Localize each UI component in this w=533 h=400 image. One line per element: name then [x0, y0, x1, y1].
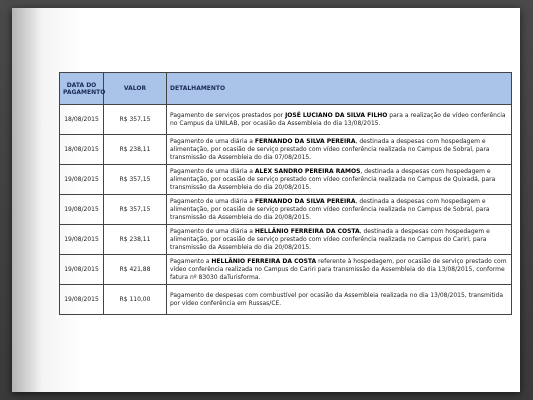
- detail-person-name: ALEX SANDRO PEREIRA RAMOS: [254, 167, 361, 175]
- payment-date: 19/08/2015: [60, 255, 104, 285]
- detail-text-pre: Pagamento de serviços prestados por: [170, 111, 286, 119]
- detail-text-pre: Pagamento de uma diária a: [170, 197, 255, 205]
- payment-detail: [167, 135, 512, 165]
- payment-value: R$ 357,15: [104, 165, 167, 195]
- payment-detail: [167, 225, 512, 255]
- payment-value: R$ 238,11: [104, 135, 167, 165]
- detail-text-pre: Pagamento de uma diária a: [170, 167, 255, 175]
- detail-person-name: FERNANDO DA SILVA PEREIRA: [254, 197, 356, 205]
- payment-detail: [167, 195, 512, 225]
- payment-detail: [167, 285, 512, 315]
- table-row: [60, 135, 512, 165]
- table-row: [60, 105, 512, 135]
- detail-text-post: referente à hospedagem, por ocasião de serviço prestado com vídeo conferência realizada no Campus do Cariri para transmissão da Assembleia do dia 13/08/2015, conforme fatura nº 83030 daTurisforma.: [170, 257, 507, 281]
- header-detail: DETALHAMENTO: [167, 73, 512, 105]
- detail-text-post: , destinada a despesas com hospedagem e alimentação, por ocasião de serviço prestado com vídeo conferência realizada no Campus de Sobral, para transmissão da Assembleia do dia 20/08/2015.: [170, 197, 490, 221]
- table-row: [60, 165, 512, 195]
- payment-date: 19/08/2015: [60, 285, 104, 315]
- detail-text-pre: Pagamento de uma diária a: [170, 137, 255, 145]
- table-row: [60, 285, 512, 315]
- payment-value: R$ 357,15: [104, 195, 167, 225]
- detail-person-name: JOSÉ LUCIANO DA SILVA FILHO: [285, 111, 388, 119]
- detail-text-post: para a realização de vídeo conferência no Campus da UNILAB, por ocasião da Assembleia do dia 13/08/2015.: [170, 111, 506, 127]
- detail-text-post: , destinada a despesas com hospedagem e alimentação, por ocasião de serviço prestado com vídeo conferência realizada no Campus de Quixadá, para transmissão da Assembleia do dia 20/08/2015.: [170, 167, 496, 191]
- payment-value: R$ 357,15: [104, 105, 167, 135]
- payment-value: R$ 110,00: [104, 285, 167, 315]
- payment-date: 19/08/2015: [60, 195, 104, 225]
- detail-person-name: FERNANDO DA SILVA PEREIRA: [254, 137, 356, 145]
- payment-date: 19/08/2015: [60, 165, 104, 195]
- detail-text-pre: Pagamento de uma diária a: [170, 227, 255, 235]
- payment-date: 19/08/2015: [60, 225, 104, 255]
- detail-text-pre: Pagamento de despesas com combustível por ocasião da Assembleia realizada no dia 13/08/2015, transmitida por vídeo conferência em Russas/CE.: [170, 291, 504, 307]
- payment-detail: [167, 105, 512, 135]
- detail-text-post: , destinada a despesas com hospedagem e alimentação, por ocasião de serviço prestado com vídeo conferência realizada no Campus de Sobral, para transmissão da Assembleia do dia 07/08/2015.: [170, 137, 490, 161]
- table-header-row: [60, 73, 512, 105]
- payment-detail: [167, 255, 512, 285]
- payment-detail: [167, 165, 512, 195]
- payment-value: R$ 421,88: [104, 255, 167, 285]
- table-body: [60, 105, 512, 315]
- payment-value: R$ 238,11: [104, 225, 167, 255]
- header-date: DATA DO PAGAMENTO: [60, 73, 104, 105]
- table-row: [60, 255, 512, 285]
- header-value: VALOR: [104, 73, 167, 105]
- detail-person-name: HELLÂNIO FERREIRA DA COSTA: [254, 227, 360, 235]
- detail-person-name: HELLÂNIO FERREIRA DA COSTA: [211, 257, 317, 265]
- detail-text-pre: Pagamento a: [170, 257, 212, 265]
- table-row: [60, 225, 512, 255]
- payments-table: [59, 72, 512, 315]
- page-spine-shadow: [12, 8, 42, 392]
- detail-text-post: , destinada a despesas com hospedagem e alimentação, por ocasião de serviço prestado com vídeo conferência realizada no Campus do Cariri, para transmissão da Assembleia do dia 20/08/2015.: [170, 227, 490, 251]
- payment-date: 18/08/2015: [60, 105, 104, 135]
- payment-date: 18/08/2015: [60, 135, 104, 165]
- table-row: [60, 195, 512, 225]
